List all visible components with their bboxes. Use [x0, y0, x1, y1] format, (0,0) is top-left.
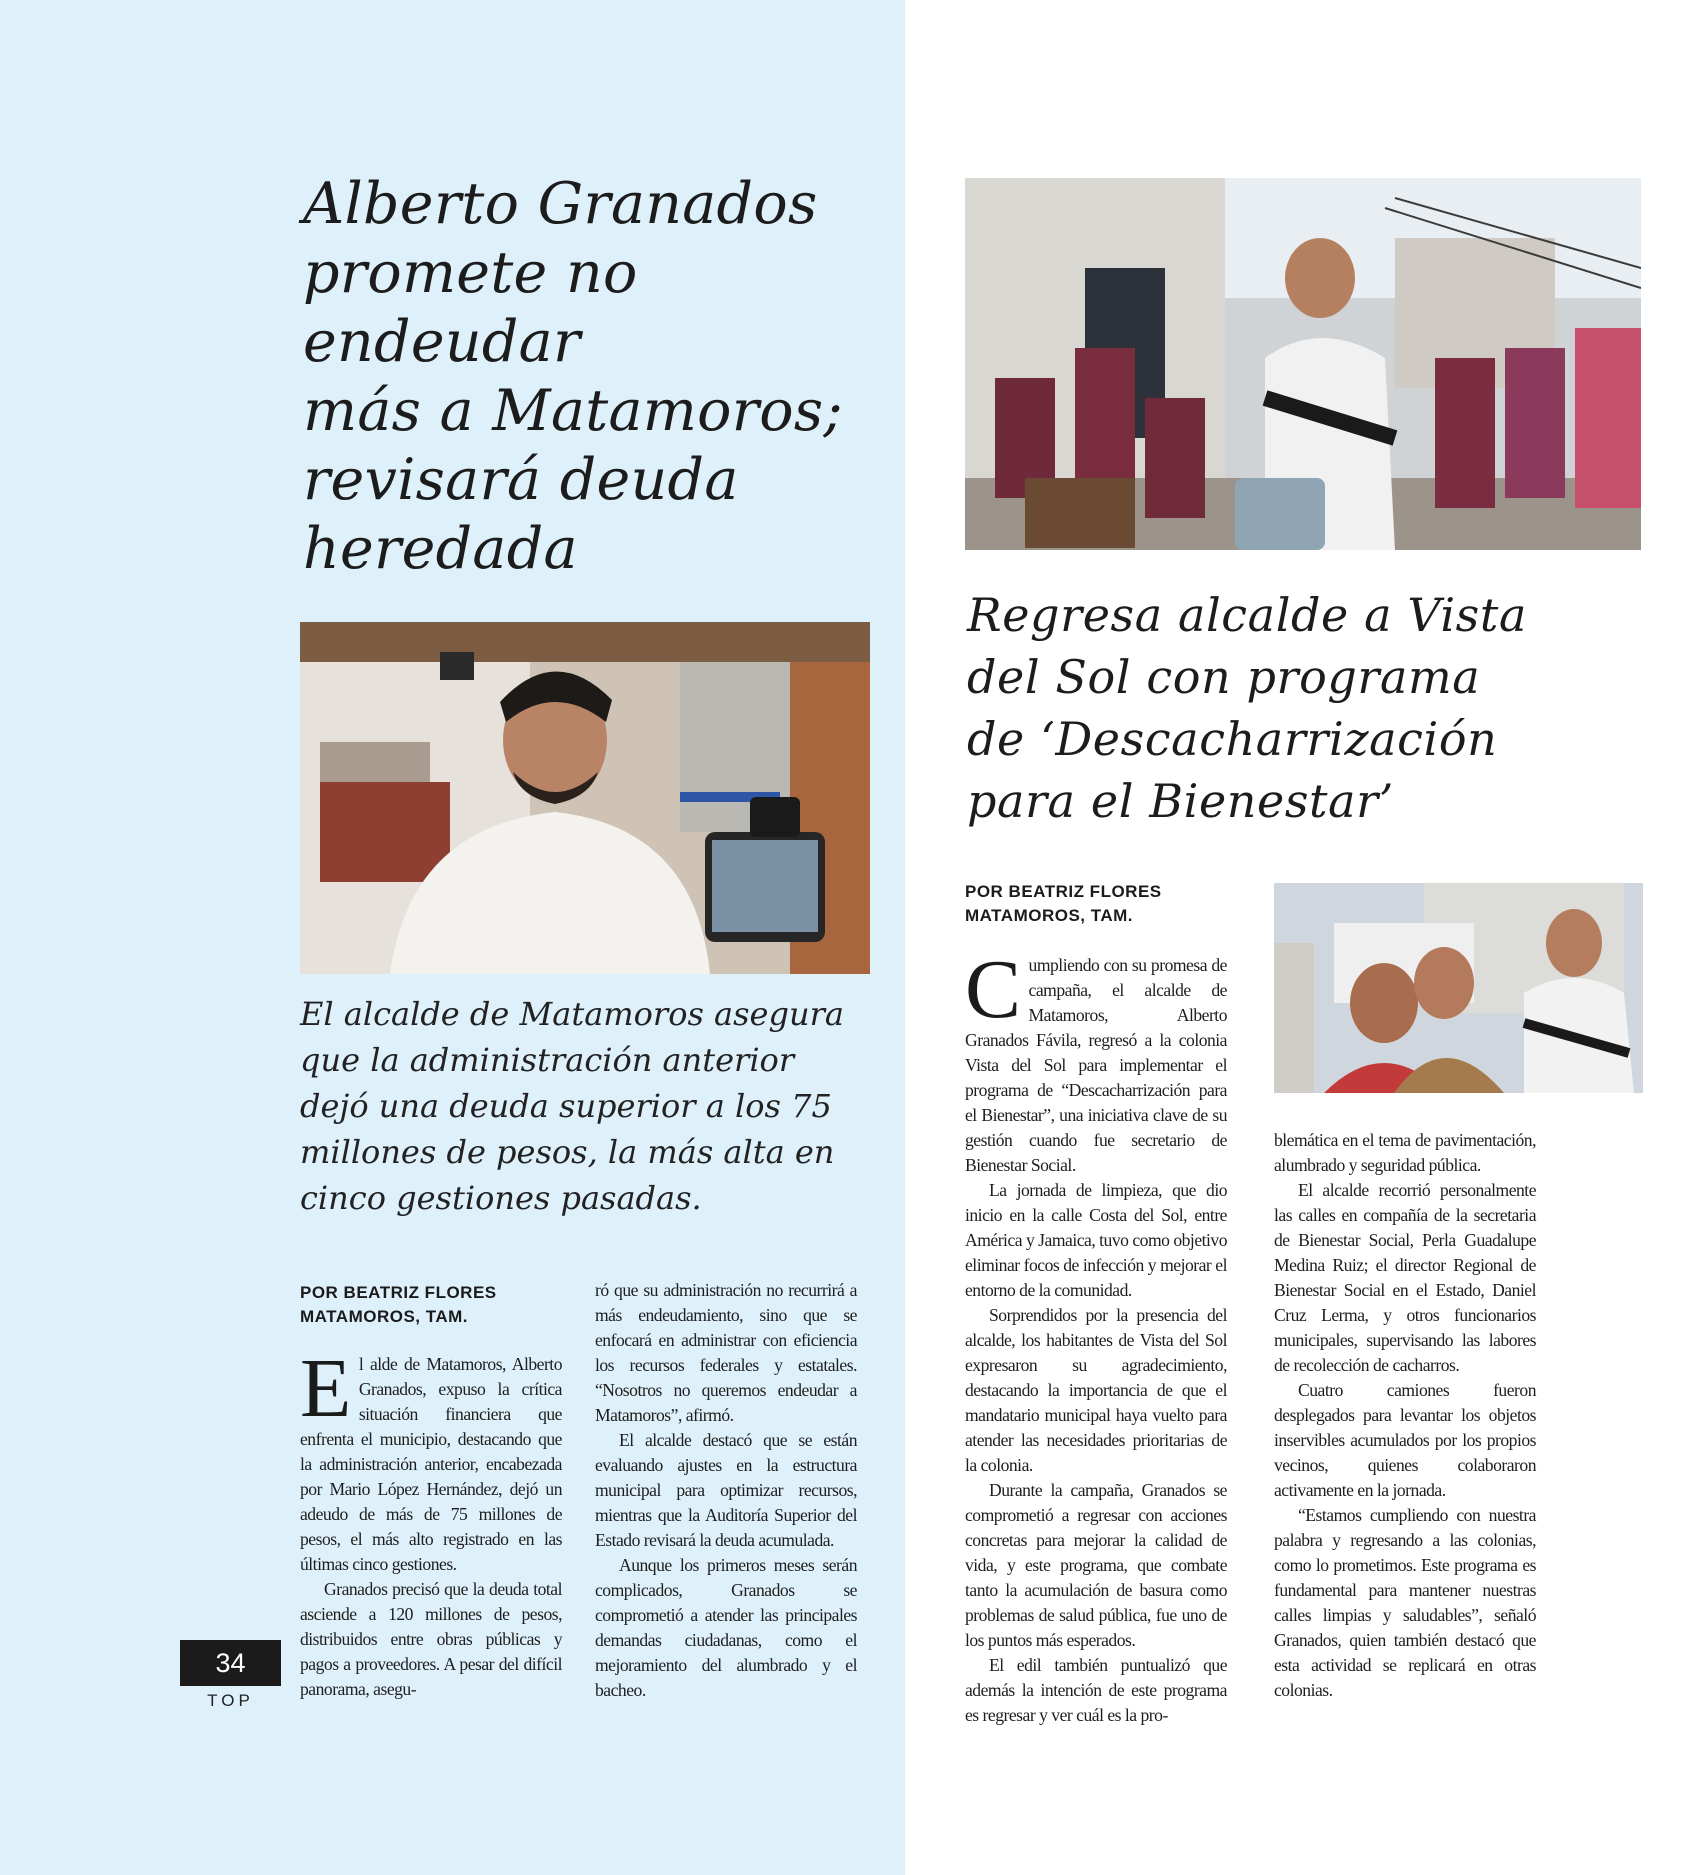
headline-line: Regresa alcalde a Vista	[967, 588, 1527, 642]
paragraph-text: l alde de Matamoros, Alberto Granados, expuso la crítica situación financiera que enfrenta el municipio, destacando que la administración anterior, encabezada por Mario López Hernández, dejó un adeudo de más de 75 millones de pesos, el más alto registrado en las últimas cinco gestiones.	[300, 1354, 562, 1574]
article2-byline	[965, 880, 1162, 928]
subhead-line: dejó una deuda superior a los 75	[300, 1087, 832, 1125]
article2-column-1	[965, 943, 1227, 1728]
paragraph: El alcalde destacó que se están evaluando ajustes en la estructura municipal para optimizar recursos, mientras que la Auditoría Superior del Estado revisará la deuda acumulada.	[595, 1430, 857, 1550]
paragraph: Durante la campaña, Granados se comprometió a regresar con acciones concretas para mejorar la calidad de vida, y este programa, que combate tanto la acumulación de basura como problemas de salud pública, fue uno de los puntos más esperados.	[965, 1480, 1227, 1650]
headline-line: Alberto Granados	[303, 171, 818, 237]
subhead-line: El alcalde de Matamoros asegura	[300, 995, 844, 1033]
headline-line: del Sol con programa	[967, 650, 1481, 704]
article2-column-2	[1274, 1128, 1536, 1703]
article1-headline	[303, 170, 843, 584]
dropcap: E	[300, 1342, 351, 1435]
headline-line: de ‘Descacharrización	[967, 712, 1498, 766]
headline-line: heredada	[303, 516, 578, 582]
section-label: TOP	[207, 1691, 254, 1710]
paragraph: Cuatro camiones fueron desplegados para levantar los objetos inservibles acumulados por los propios vecinos, quienes colaboraron activamente en la jornada.	[1274, 1380, 1536, 1500]
page-number: 34	[180, 1640, 281, 1686]
article1-subhead	[300, 991, 880, 1221]
paragraph: La jornada de limpieza, que dio inicio en la calle Costa del Sol, entre América y Jamaica, tuvo como objetivo eliminar focos de infección y mejorar el entorno de la comunidad.	[965, 1180, 1227, 1300]
paragraph: “Estamos cumpliendo con nuestra palabra y regresando a las colonias, como lo prometimos. Este programa es fundamental para mantener nuestras calles limpias y saludables”, señaló Granados, quien también destacó que esta actividad se replicará en otras colonias.	[1274, 1505, 1536, 1700]
paragraph-text: umpliendo con su promesa de campaña, el alcalde de Matamoros, Alberto Granados Fávila, regresó a la colonia Vista del Sol para implementar el programa de “Descacharrización para el Bienestar”, una iniciativa clave de su gestión cuando fue secretario de Bienestar Social.	[965, 955, 1227, 1175]
article1-byline	[300, 1281, 497, 1329]
mayor-with-residents-photo	[1274, 883, 1643, 1093]
paragraph: El alcalde recorrió personalmente las calles en compañía de la secretaria de Bienestar Social, Perla Guadalupe Medina Ruiz; el director Regional de Bienestar Social en el Estado, Daniel Cruz Lerma, y otros funcionarios municipales, supervisando las labores de recolección de cacharros.	[1274, 1180, 1536, 1375]
headline-line: endeudar	[303, 309, 581, 375]
paragraph: Sorprendidos por la presencia del alcalde, los habitantes de Vista del Sol expresaron su agradecimiento, destacando la importancia de que el mandatario municipal haya vuelto para atender las necesidades prioritarias de la colonia.	[965, 1305, 1227, 1475]
byline-location: MATAMOROS, TAM.	[300, 1307, 469, 1326]
byline-author: POR BEATRIZ FLORES	[965, 882, 1162, 901]
mayor-interview-photo	[300, 622, 870, 974]
paragraph: blemática en el tema de pavimentación, alumbrado y seguridad pública.	[1274, 1130, 1536, 1175]
subhead-line: cinco gestiones pasadas.	[300, 1179, 702, 1217]
headline-line: para el Bienestar’	[967, 774, 1394, 828]
subhead-line: millones de pesos, la más alta en	[300, 1133, 835, 1171]
subhead-line: que la administración anterior	[300, 1041, 795, 1079]
paragraph: El edil también puntualizó que además la intención de este programa es regresar y ver cuál es la pro-	[965, 1655, 1227, 1725]
paragraph	[300, 1342, 562, 1577]
article2-headline	[967, 584, 1527, 832]
dropcap: C	[965, 943, 1021, 1036]
cleanup-crew-photo	[965, 178, 1641, 550]
paragraph: Granados precisó que la deuda total asciende a 120 millones de pesos, distribuidos entre obras públicas y pagos a proveedores. A pesar del difícil panorama, asegu-	[300, 1579, 562, 1699]
article1-column-2	[595, 1278, 857, 1703]
paragraph: ró que su administración no recurrirá a más endeudamiento, sino que se enfocará en administrar con eficiencia los recursos federales y estatales. “Nosotros no queremos endeudar a Matamoros”, afirmó.	[595, 1280, 857, 1425]
headline-line: más a Matamoros;	[303, 378, 843, 444]
paragraph: Aunque los primeros meses serán complicados, Granados se comprometió a atender las principales demandas ciudadanas, como el mejoramiento del alumbrado y el bacheo.	[595, 1555, 857, 1700]
byline-author: POR BEATRIZ FLORES	[300, 1283, 497, 1302]
paragraph	[965, 943, 1227, 1178]
headline-line: revisará deuda	[303, 447, 739, 513]
article1-column-1	[300, 1342, 562, 1702]
byline-location: MATAMOROS, TAM.	[965, 906, 1134, 925]
headline-line: promete no	[303, 240, 638, 306]
